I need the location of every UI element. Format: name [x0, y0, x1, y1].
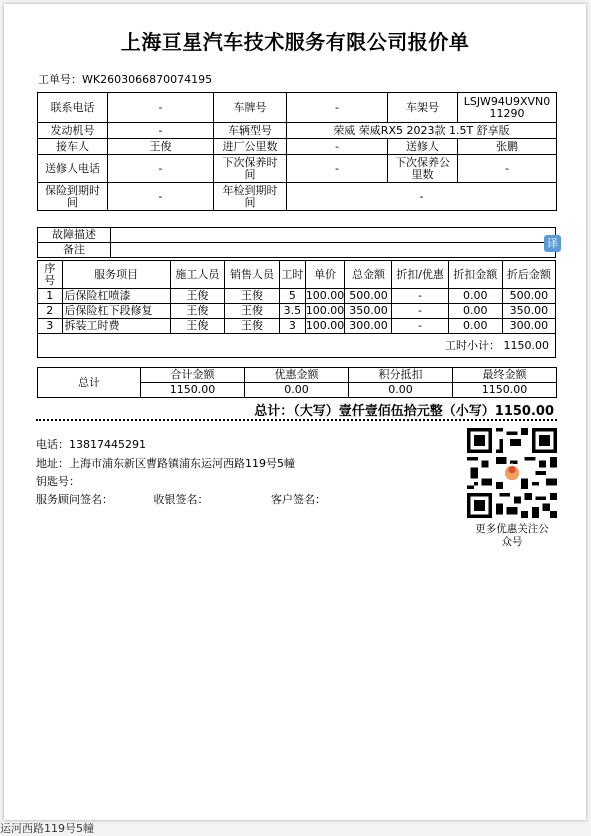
- item-discount: -: [392, 289, 448, 304]
- grand-total: 总计：（大写）壹仟壹佰伍拾元整（小写）1150.00: [254, 404, 554, 419]
- item-price: 100.00: [305, 289, 345, 302]
- vin-line-1: LSJW94U9XVN0: [463, 94, 551, 108]
- item-discount: -: [392, 304, 448, 319]
- header-seq-1: 序: [44, 261, 56, 275]
- remark-value: [111, 243, 556, 258]
- header-discount: 折扣/优惠: [392, 261, 448, 289]
- labor-subtotal: 工时小计： 1150.00: [38, 334, 556, 358]
- insurance-expiry-value: -: [108, 183, 214, 211]
- next-service-time-value: -: [287, 155, 388, 183]
- next-service-km-value: -: [458, 155, 557, 183]
- vin-value: [458, 93, 557, 123]
- next-service-time-label-2: 间: [244, 167, 256, 181]
- next-service-time-label-1: 下次保养时: [222, 155, 278, 169]
- vin-line-2: 11290: [489, 106, 525, 120]
- sender-phone-value: -: [108, 155, 214, 183]
- promo-label: 优惠金额: [245, 368, 349, 383]
- next-page-overflow-text: 运河西路119号5幢: [0, 822, 94, 835]
- item-after: 300.00: [502, 319, 555, 334]
- document-title: 上海亘星汽车技术服务有限公司报价单: [120, 30, 470, 54]
- item-hours: 3: [280, 319, 306, 334]
- header-disc-amount: 折扣金额: [448, 261, 502, 289]
- table-row: [38, 304, 556, 319]
- item-seller: 王俊: [224, 319, 279, 334]
- header-after: 折后金额: [502, 261, 555, 289]
- service-items-table: [37, 260, 556, 358]
- sum-value: 1150.00: [141, 383, 245, 398]
- item-seq: 2: [38, 304, 63, 319]
- contact-phone-label: 联系电话: [38, 93, 108, 123]
- fault-label: 故障描述: [38, 228, 111, 243]
- summary-table: [37, 367, 557, 398]
- header-hours: 工时: [280, 261, 306, 289]
- inspection-expiry-value: -: [287, 183, 557, 211]
- item-seller: 王俊: [224, 304, 279, 319]
- order-number: 工单号：WK2603066870074195: [38, 73, 213, 86]
- next-service-time-label: [214, 155, 287, 183]
- next-service-km-label: [388, 155, 458, 183]
- points-value: 0.00: [349, 383, 453, 398]
- header-service: 服务项目: [62, 261, 170, 289]
- item-hours: 3.5: [280, 304, 306, 319]
- qr-code-icon: [467, 428, 557, 518]
- item-service: 拆装工时费: [62, 319, 170, 334]
- qr-caption-line-2: 众号: [501, 536, 523, 548]
- item-worker: 王俊: [170, 304, 224, 319]
- address-line: 地址：上海市浦东新区曹路镇浦东运河西路119号5幢: [36, 457, 295, 470]
- header-price: 单价: [305, 261, 345, 289]
- model-value: 荣威 荣威RX5 2023款 1.5T 舒享版: [287, 123, 557, 139]
- header-total: 总金额: [345, 261, 392, 289]
- engine-value: -: [108, 123, 214, 139]
- quotation-page: [4, 4, 586, 820]
- customer-signature: 客户签名：: [271, 493, 326, 506]
- notes-table: [37, 227, 556, 258]
- items-header-row: [38, 261, 556, 289]
- insurance-expiry-label-2: 间: [67, 195, 78, 209]
- model-label: 车辆型号: [214, 123, 287, 139]
- receiver-value: 王俊: [108, 139, 214, 155]
- final-value: 1150.00: [453, 383, 557, 398]
- inspection-expiry-label-1: 年检到期时: [222, 183, 278, 197]
- item-discount: -: [392, 319, 448, 334]
- fault-value: [111, 228, 556, 243]
- vin-label: 车架号: [388, 93, 458, 123]
- promo-value: 0.00: [245, 383, 349, 398]
- receiver-label: 接车人: [38, 139, 108, 155]
- next-service-km-label-1: 下次保养公: [395, 155, 450, 169]
- sender-label: 送修人: [388, 139, 458, 155]
- advisor-signature: 服务顾问签名：: [36, 493, 113, 506]
- cashier-signature: 收银签名：: [153, 493, 209, 506]
- sender-phone-label: 送修人电话: [38, 155, 108, 183]
- item-after: 350.00: [502, 304, 555, 319]
- item-price: 100.00: [305, 304, 345, 317]
- item-worker: 王俊: [170, 289, 224, 304]
- header-seq-2: 号: [44, 273, 56, 287]
- remark-label: 备注: [38, 243, 111, 258]
- item-price: 100.00: [305, 319, 345, 332]
- item-disc-amount: 0.00: [448, 319, 502, 334]
- item-seller: 王俊: [224, 289, 279, 304]
- final-label: 最终金额: [453, 368, 557, 383]
- item-after: 500.00: [502, 289, 555, 304]
- item-total: 350.00: [345, 304, 392, 319]
- qr-caption: [462, 523, 562, 549]
- header-worker: 施工人员: [170, 261, 224, 289]
- dotted-divider: [36, 419, 557, 421]
- summary-label: 总计: [38, 368, 141, 398]
- item-hours: 5: [280, 289, 306, 304]
- item-seq: 1: [38, 289, 63, 304]
- item-service: 后保险杠下段修复: [62, 304, 170, 319]
- contact-phone-value: -: [108, 93, 214, 123]
- header-seq: [38, 261, 63, 289]
- engine-label: 发动机号: [38, 123, 108, 139]
- next-service-km-label-2: 里数: [411, 167, 434, 181]
- mileage-label: 进厂公里数: [214, 139, 287, 155]
- translate-icon[interactable]: 译: [544, 235, 561, 252]
- phone-line: 电话：13817445291: [36, 438, 146, 451]
- header-seller: 销售人员: [224, 261, 279, 289]
- sum-label: 合计金额: [141, 368, 245, 383]
- plate-label: 车牌号: [214, 93, 287, 123]
- item-total: 500.00: [345, 289, 392, 304]
- signature-row: [36, 491, 326, 507]
- sender-value: 张鹏: [458, 139, 557, 155]
- points-label: 积分抵扣: [349, 368, 453, 383]
- inspection-expiry-label-2: 间: [244, 195, 256, 209]
- insurance-expiry-label: [38, 183, 108, 211]
- inspection-expiry-label: [214, 183, 287, 211]
- table-row: [38, 289, 556, 304]
- item-seq: 3: [38, 319, 63, 334]
- plate-value: -: [287, 93, 388, 123]
- vehicle-info-table: [37, 92, 557, 211]
- item-worker: 王俊: [170, 319, 224, 334]
- key-number: 钥匙号：: [36, 475, 80, 488]
- item-disc-amount: 0.00: [448, 304, 502, 319]
- qr-caption-line-1: 更多优惠关注公: [475, 523, 549, 535]
- insurance-expiry-label-1: 保险到期时: [45, 183, 100, 197]
- item-total: 300.00: [345, 319, 392, 334]
- table-row: [38, 319, 556, 334]
- item-service: 后保险杠喷漆: [62, 289, 170, 304]
- item-disc-amount: 0.00: [448, 289, 502, 304]
- mileage-value: -: [287, 139, 388, 155]
